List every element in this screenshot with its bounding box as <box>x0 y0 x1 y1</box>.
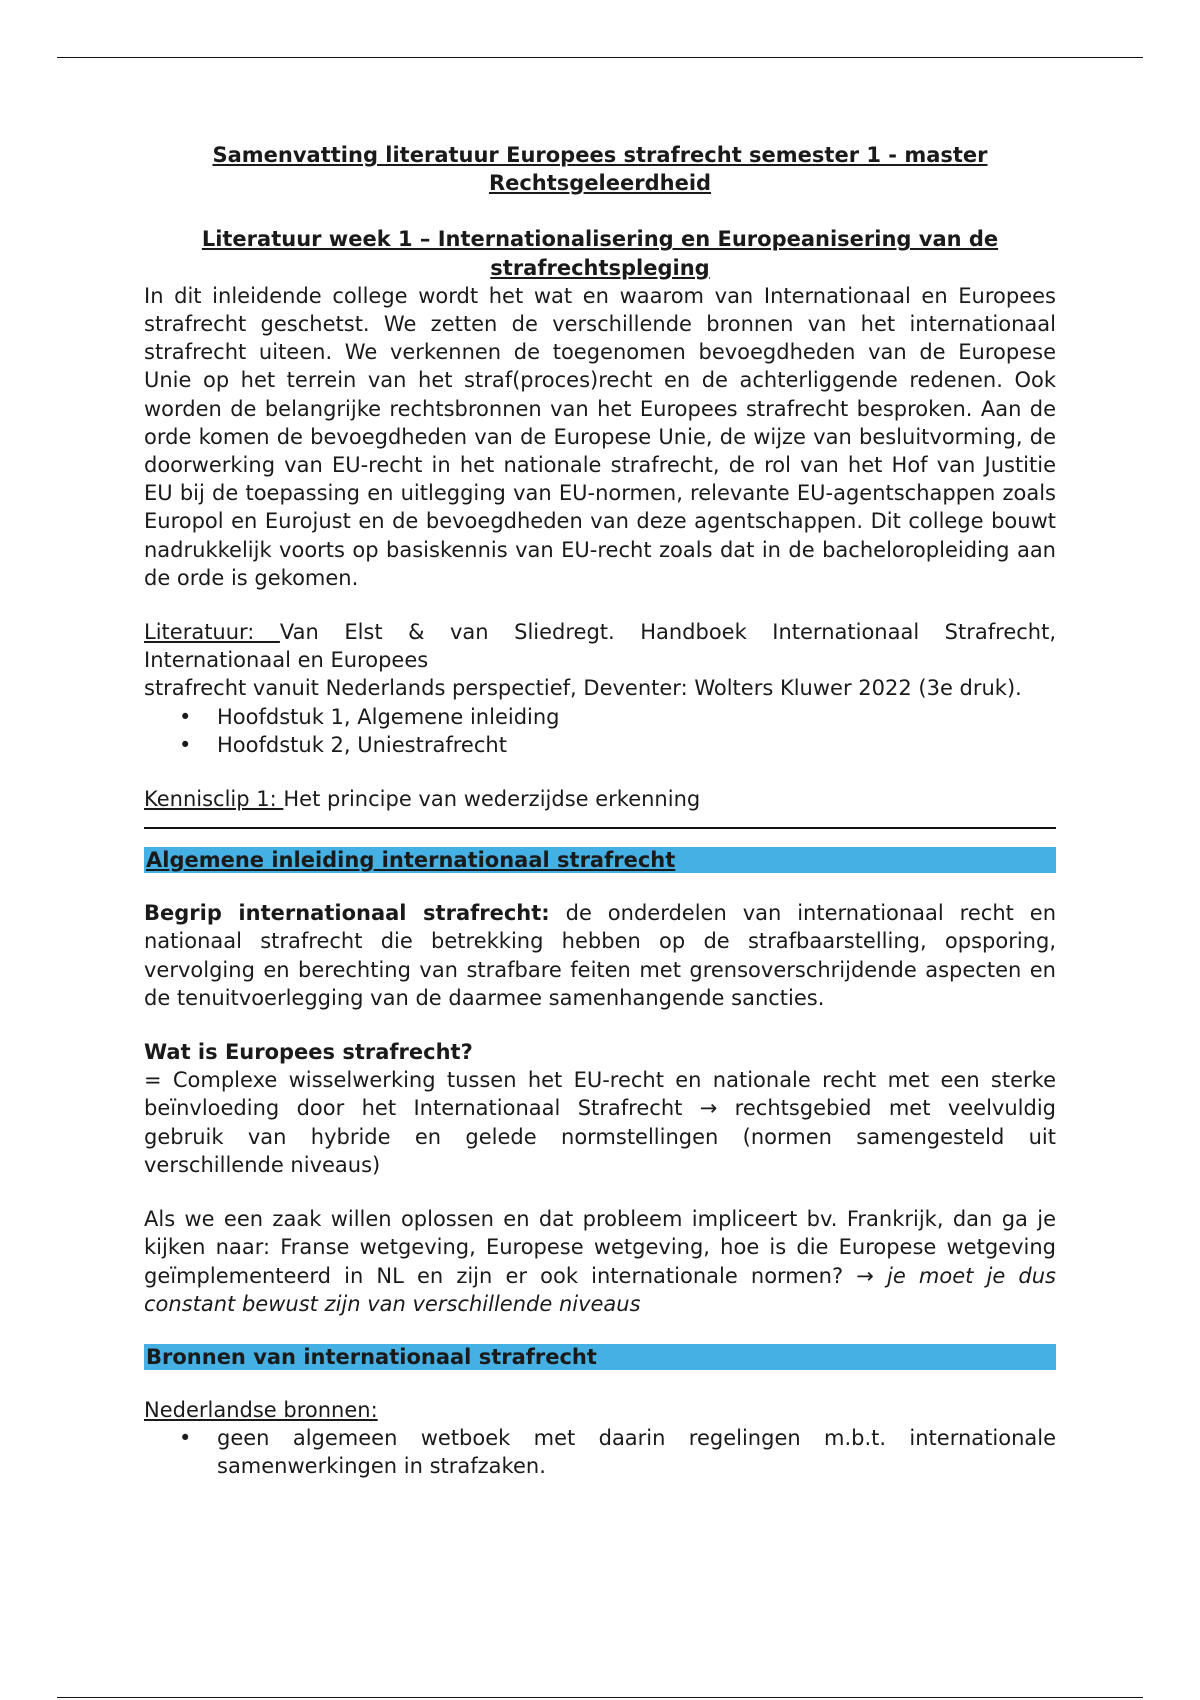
dutch-sources-list <box>144 1424 1056 1480</box>
section-divider <box>144 827 1056 829</box>
example-italic: je moet je dus constant bewust zijn van verschillende niveaus <box>144 1263 1057 1316</box>
literature-label: Literatuur: <box>144 620 280 645</box>
week1-heading-line-1: Literatuur week 1 – Internationalisering en Europeanisering van de <box>201 227 999 252</box>
list-item: • Hoofdstuk 1, Algemene inleiding <box>217 703 1056 731</box>
document-title-line-2: Rechtsgeleerdheid <box>488 171 712 196</box>
literature-line-1: Van Elst & van Sliedregt. Handboek Internationaal Strafrecht, Internationaal en Europees <box>144 620 1056 673</box>
section-heading-general-intro: Algemene inleiding internationaal strafrecht <box>144 847 1056 873</box>
week1-intro-paragraph: In dit inleidende college wordt het wat en waarom van Internationaal en Europees strafrecht geschetst. We zetten de verschillende bronnen van het internationaal strafrecht uiteen. We verkennen de toegenomen bevoegdheden van de Europese Unie op het terrein van het straf(proces)recht en de achterliggende redenen. Ook worden de belangrijke rechtsbronnen van het Europees strafrecht besproken. Aan de orde komen de bevoegdheden van de Europese Unie, de wijze van besluitvorming, de doorwerking van EU-recht in het nationale strafrecht, de rol van het Hof van Justitie EU bij de toepassing en uitlegging van EU-normen, relevante EU-agentschappen zoals Europol en Eurojust en de bevoegdheden van deze agentschappen. Dit college bouwt nadrukkelijk voorts op basiskennis van EU-recht zoals dat in de bacheloropleiding aan de orde is gekomen. <box>144 283 1056 590</box>
document-title-line-1: Samenvatting literatuur Europees strafrecht semester 1 - master <box>212 143 988 167</box>
dutch-sources-subheading: Nederlandse bronnen: <box>144 1397 378 1422</box>
clip-text: Het principe van wederzijdse erkenning <box>283 787 701 812</box>
answer-paragraph: = Complexe wisselwerking tussen het EU-recht en nationale recht met een sterke beïnvloeding door het Internationaal Strafrecht → rechtsgebied met veelvuldig gebruik van hybride en gelede normstellingen (normen samengesteld uit verschillende niveaus) <box>144 1068 1056 1177</box>
list-item: • geen algemeen wetboek met daarin regelingen m.b.t. internationale samenwerkingen in strafzaken. <box>217 1424 1056 1480</box>
example-text: Als we een zaak willen oplossen en dat probleem impliceert bv. Frankrijk, dan ga je kijken naar: Franse wetgeving, Europese wetgeving, hoe is die Europese wetgeving geïmplementeerd in NL en zijn er ook internationale normen? → <box>144 1207 1056 1288</box>
definition-term: Begrip internationaal strafrecht: <box>144 901 550 926</box>
literature-paragraph <box>144 618 1056 674</box>
document-body <box>144 141 1056 1481</box>
knowledge-clip <box>144 785 1056 813</box>
definition-text: de onderdelen van internationaal recht en nationaal strafrecht die betrekking hebben op de strafbaarstelling, opsporing, vervolging en berechting van strafbare feiten met grensoverschrijdende aspecten en de tenuitvoerlegging van de daarmee samenhangende sancties. <box>144 901 1057 1010</box>
clip-label: Kennisclip 1: <box>144 787 284 812</box>
chapter-list <box>144 703 1056 759</box>
section-heading-sources: Bronnen van internationaal strafrecht <box>144 1344 1056 1370</box>
question-heading: Wat is Europees strafrecht? <box>144 1040 473 1065</box>
example-paragraph <box>144 1205 1056 1318</box>
footer-rule <box>57 1697 1143 1698</box>
literature-line-2: strafrecht vanuit Nederlands perspectief, Deventer: Wolters Kluwer 2022 (3e druk). <box>144 676 1022 701</box>
header-rule <box>57 57 1143 58</box>
definition-paragraph <box>144 899 1056 1012</box>
week1-heading-line-2: strafrechtspleging <box>490 255 710 280</box>
list-item: • Hoofdstuk 2, Uniestrafrecht <box>217 731 1056 759</box>
